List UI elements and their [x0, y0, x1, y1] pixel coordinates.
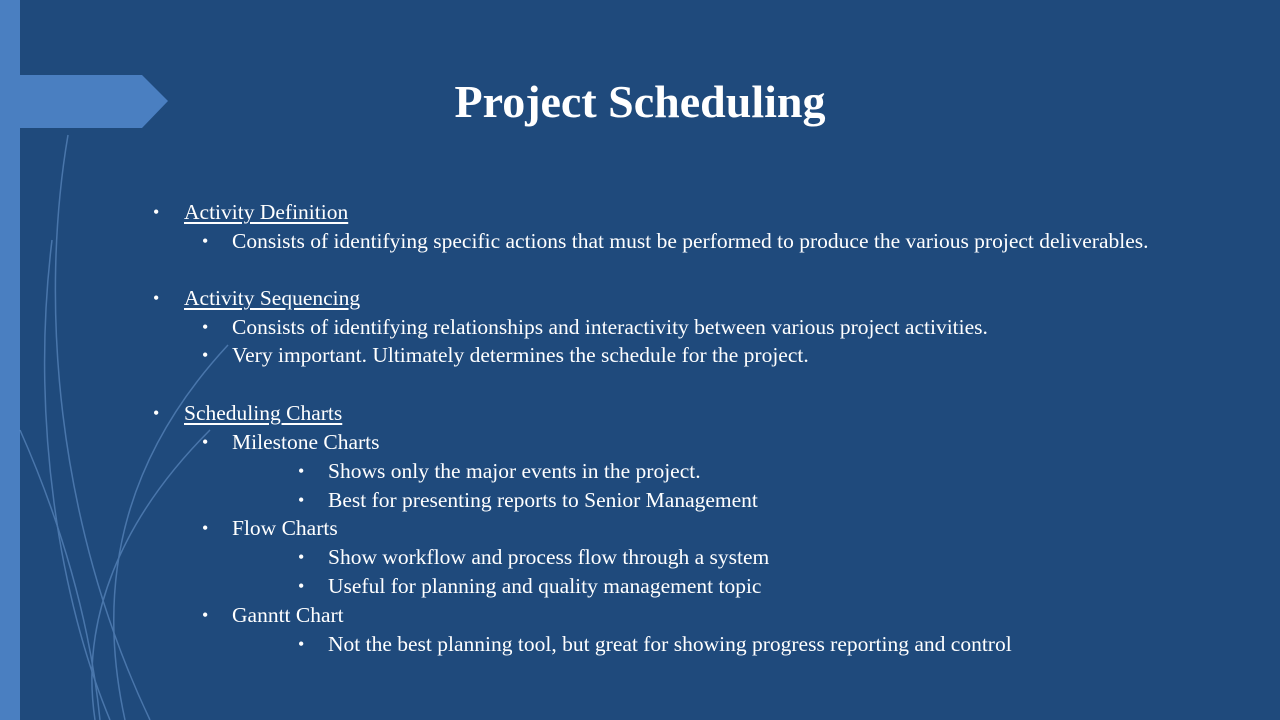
section-heading-scheduling-charts: Scheduling Charts — [184, 401, 343, 425]
sub-heading-milestone-charts: Milestone Charts — [232, 430, 380, 454]
bullet-marker: • — [202, 317, 209, 337]
bullet-marker: • — [202, 345, 209, 365]
bullet-marker: • — [298, 634, 305, 654]
list-item: Shows only the major events in the project. — [328, 459, 701, 483]
bullet-marker: • — [298, 576, 305, 596]
bullet-marker: • — [298, 461, 305, 481]
list-item: Consists of identifying relationships and interactivity between various project activities. — [232, 315, 988, 339]
bullet-marker: • — [202, 605, 209, 625]
bullet-marker: • — [202, 518, 209, 538]
list-item: Very important. Ultimately determines the schedule for the project. — [232, 343, 809, 367]
bullet-marker: • — [202, 432, 209, 452]
list-item: Best for presenting reports to Senior Management — [328, 488, 758, 512]
sub-heading-flow-charts: Flow Charts — [232, 516, 338, 540]
sub-heading-gantt-chart: Ganntt Chart — [232, 603, 344, 627]
list-item: Not the best planning tool, but great for showing progress reporting and control — [328, 632, 1012, 656]
slide-title: Project Scheduling — [454, 76, 826, 127]
bullet-marker: • — [298, 490, 305, 510]
bullet-marker: • — [153, 202, 160, 222]
section-heading-activity-sequencing: Activity Sequencing — [184, 286, 361, 310]
bullet-marker: • — [298, 547, 305, 567]
list-item: Useful for planning and quality management topic — [328, 574, 762, 598]
list-item: Show workflow and process flow through a system — [328, 545, 770, 569]
bullet-marker: • — [202, 231, 209, 251]
list-item: Consists of identifying specific actions that must be performed to produce the various project deliverables. — [232, 229, 1149, 253]
section-heading-activity-definition: Activity Definition — [184, 200, 349, 224]
bullet-marker: • — [153, 288, 160, 308]
bullet-marker: • — [153, 403, 160, 423]
